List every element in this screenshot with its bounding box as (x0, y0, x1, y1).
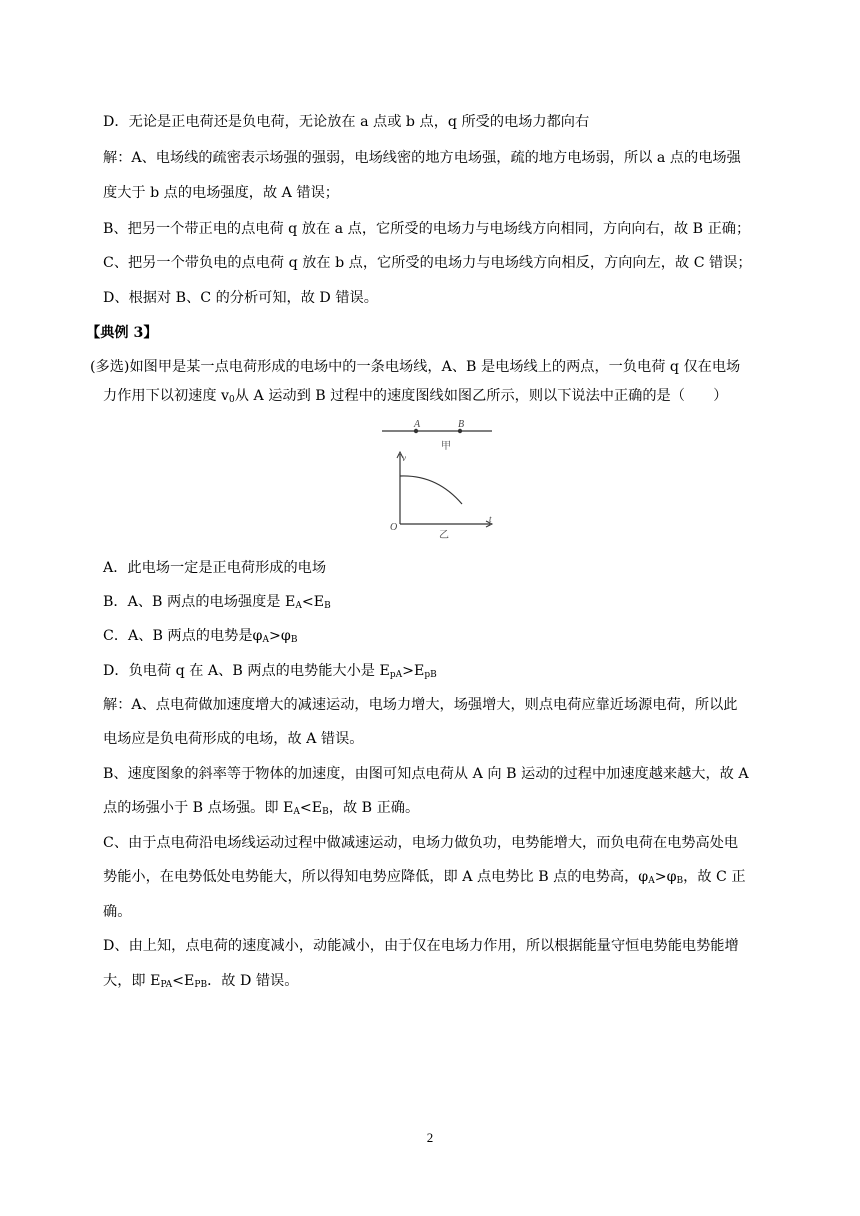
page-number: 2 (426, 1130, 434, 1145)
t-axis-label: t (489, 514, 492, 524)
question-line: (多选)如图甲是某一点电荷形成的电场中的一条电场线，A、B 是电场线上的两点，一负电荷 q 仅在电场 (90, 359, 741, 375)
point-a-label: A (414, 419, 421, 430)
solution-line: 大，即 $E_{PA}<E_{PB}$．故 D 错误。 (103, 973, 299, 990)
solution-line: B、把另一个带正电的点电荷 q 放在 a 点，它所受的电场力与电场线方向相同，方向向右，故 B 正确； (103, 221, 751, 237)
v-axis-label: v (402, 453, 406, 463)
point-b-label: B (458, 419, 465, 430)
solution-line: 解：A、电场线的疏密表示场强的强弱，电场线密的地方电场强，疏的地方电场弱，所以 a 点的电场强 (103, 150, 741, 166)
solution-line: D、由上知，点电荷的速度减小，动能减小，由于仅在电场力作用，所以根据能量守恒电势能电势能增 (103, 938, 739, 954)
solution-line: 确。 (103, 904, 132, 920)
solution-line: 解：A、点电荷做加速度增大的减速运动，电场力增大，场强增大，则点电荷应靠近场源电荷，所以此 (103, 697, 738, 713)
solution-line: D、根据对 B、C 的分析可知，故 D 错误。 (103, 290, 378, 306)
physics-figure (378, 418, 498, 547)
solution-line: C、把另一个带负电的点电荷 q 放在 b 点，它所受的电场力与电场线方向相反，方向向左，故 C 错误； (103, 255, 752, 271)
option-d-line: D．无论是正电荷还是负电荷，无论放在 a 点或 b 点，q 所受的电场力都向右 (103, 114, 590, 130)
option-b: B．A、B 两点的电场强度是 $E_A<E_B$ (103, 594, 331, 611)
solution-line: C、由于点电荷沿电场线运动过程中做减速运动，电场力做负功，电势能增大，而负电荷在电势高处电 (103, 835, 739, 851)
figure-jia-label: 甲 (441, 441, 451, 452)
question-line: 力作用下以初速度 $v_0$从 A 运动到 B 过程中的速度图线如图乙所示，则以下说法中正确的是（ ） (103, 388, 728, 405)
origin-label: O (390, 522, 398, 533)
solution-line: 势能小，在电势低处电势能大，所以得知电势应降低，即 A 点电势比 B 点的电势高，$\varphi_A>\varphi_B$，故 C 正 (103, 869, 746, 886)
figure-yi-label: 乙 (439, 530, 449, 541)
solution-line: 电场应是负电荷形成的电场，故 A 错误。 (103, 731, 364, 747)
example-heading: 【典例 3】 (86, 325, 158, 341)
velocity-curve (400, 476, 462, 504)
option-d: D．负电荷 q 在 A、B 两点的电势能大小是 $E_{pA}>E_{pB}$ (103, 663, 437, 680)
field-line-and-vt-graph (378, 418, 498, 543)
option-a: A．此电场一定是正电荷形成的电场 (103, 560, 327, 576)
solution-line: 度大于 b 点的电场强度，故 A 错误； (103, 185, 339, 201)
solution-line: B、速度图象的斜率等于物体的加速度，由图可知点电荷从 A 向 B 运动的过程中加速度越来越大，故 A (103, 766, 749, 782)
solution-line: 点的场强小于 B 点场强。即 $E_A<E_B$，故 B 正确。 (103, 800, 420, 817)
option-c: C．A、B 两点的电势是$\varphi_A>\varphi_B$ (103, 628, 298, 645)
